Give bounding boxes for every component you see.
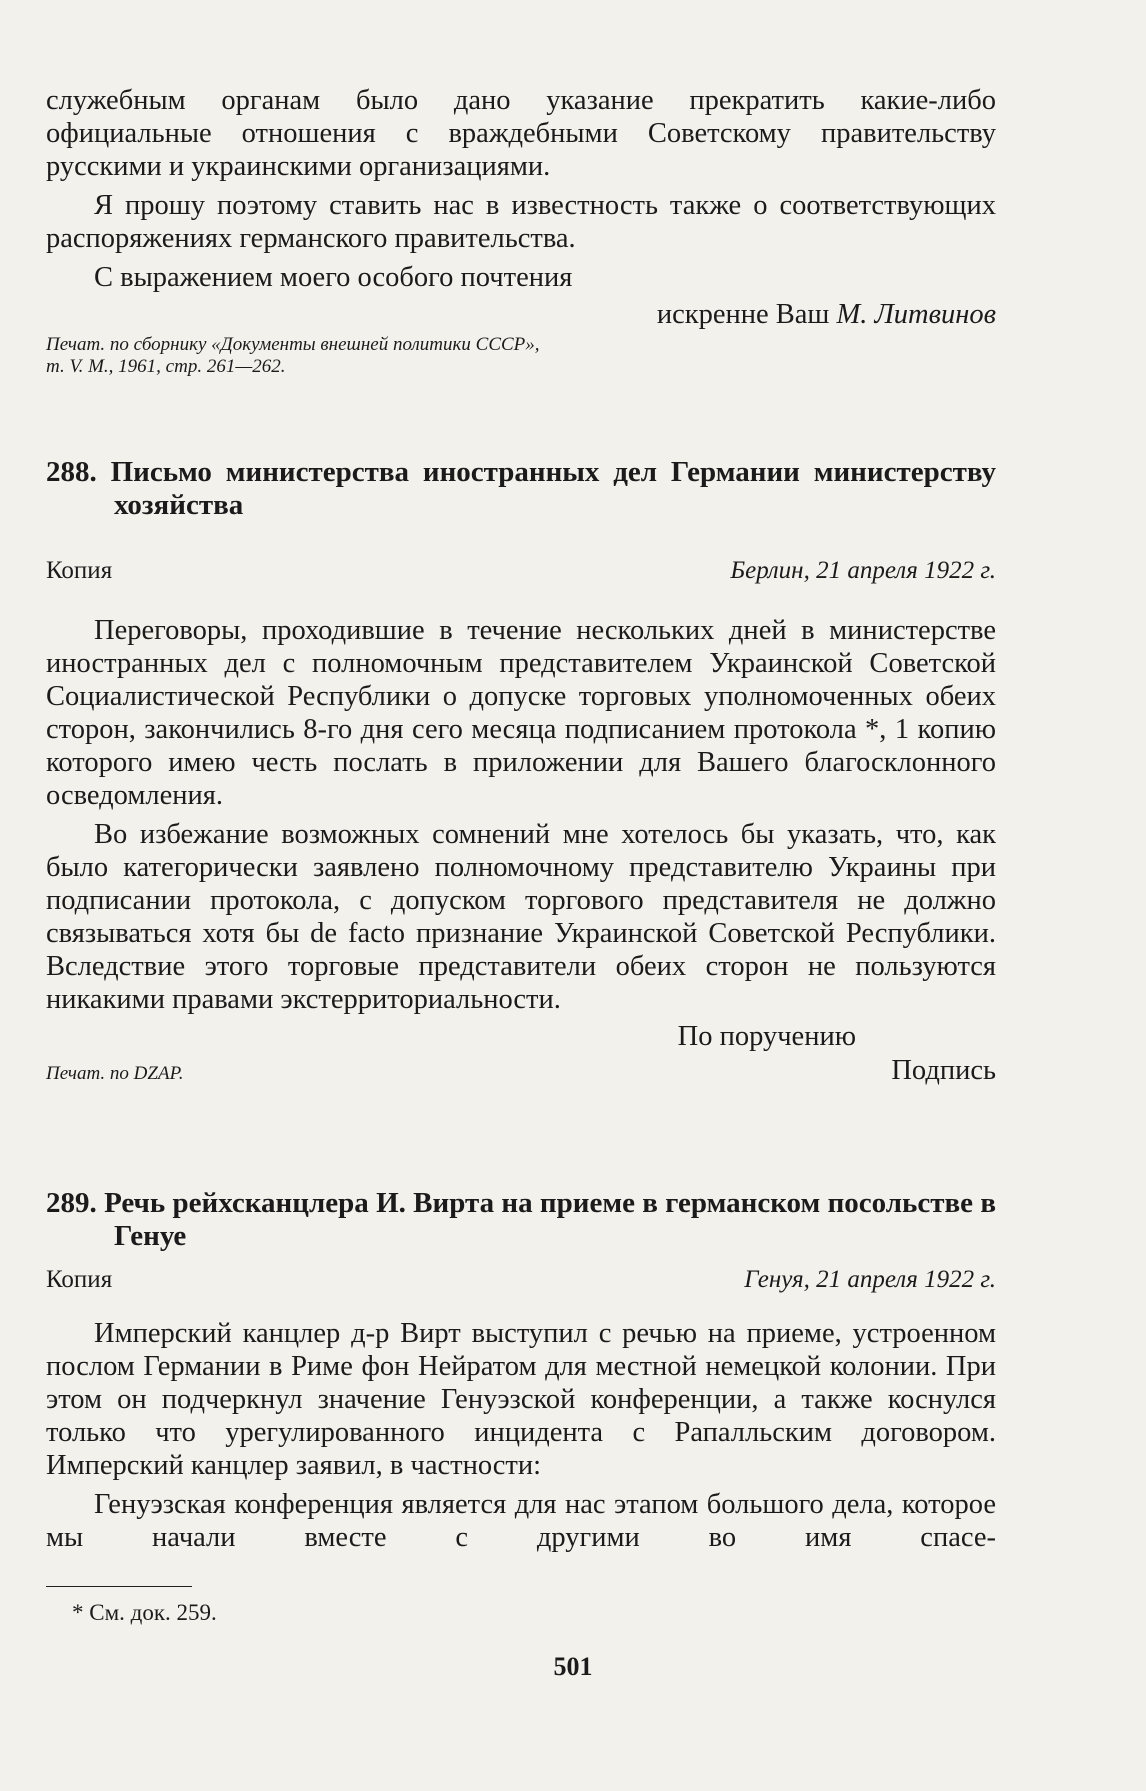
doc-289-title: 289. Речь рейхсканцлера И. Вирта на приеме в германском посольстве в Генуе	[46, 1187, 996, 1252]
doc-288-paragraph-1: Переговоры, проходившие в течение нескольких дней в министерстве иностранных дел с полномочным представителем Украинской Советской Социалистической Республики о допуске торговых уполномоченных обеих сторон, закончились 8-го дня сего месяца подписанием протокола *, 1 копию которого имею честь послать в приложении для Вашего благосклонного осведомления.	[46, 615, 996, 811]
doc-289-kind: Копия	[46, 1266, 113, 1293]
doc-288-source-note: Печат. по DZAP.	[46, 1063, 184, 1084]
continuation-paragraph-2: Я прошу поэтому ставить нас в известность также о соответствующих распоряжениях германского правительства.	[46, 190, 996, 254]
doc-289-place-date: Генуя, 21 апреля 1922 г.	[744, 1266, 996, 1293]
continuation-paragraph-1: служебным органам было дано указание прекратить какие-либо официальные отношения с враждебными Советскому правительству русскими и украинскими организациями.	[46, 85, 996, 182]
footnote-rule	[46, 1586, 192, 1587]
doc-288-paragraph-2: Во избежание возможных сомнений мне хотелось бы указать, что, как было категорически заявлено полномочному представителю Украины при подписании протокола, с допуском торгового представителя не должно связываться хотя бы de facto признание Украинской Советской Республики. Вследствие этого торговые представители обеих сторон не пользуются никакими правами экстерриториальности.	[46, 819, 996, 1015]
doc-289-paragraph-2: Генуэзская конференция является для нас этапом большого дела, которое мы начали вместе с другими во имя спасе-	[46, 1489, 996, 1553]
doc-289	[46, 1187, 996, 1554]
doc-288-title: 288. Письмо министерства иностранных дел Германии министерству хозяйства	[46, 456, 996, 521]
continuation-source-block	[46, 334, 546, 378]
continuation-source-note: Печат. по сборнику «Документы внешней политики СССР», т. V. М., 1961, стр. 261—262.	[46, 334, 540, 377]
footnote: * См. док. 259.	[72, 1600, 217, 1625]
doc-288-kind: Копия	[46, 557, 113, 584]
signature-name: М. Литвинов	[836, 299, 996, 330]
signature-prefix: искренне Ваш	[656, 299, 830, 330]
doc-289-paragraph-1: Имперский канцлер д-р Вирт выступил с речью на приеме, устроенном послом Германии в Риме фон Нейратом для местной немецкой колонии. При этом он подчеркнул значение Генуэзской конференции, а также коснулся только что урегулированного инцидента с Рапалльским договором. Имперский канцлер заявил, в частности:	[46, 1318, 996, 1481]
doc-288	[46, 456, 996, 1087]
page-number: 501	[553, 1652, 593, 1681]
continuation-closing: С выражением моего особого почтения	[94, 262, 573, 293]
continuation-text	[46, 84, 996, 331]
doc-288-footer	[46, 1055, 996, 1087]
doc-288-closing: По поручению	[677, 1021, 856, 1052]
continuation-signature	[46, 298, 996, 331]
doc-288-meta	[46, 556, 996, 586]
doc-289-meta	[46, 1265, 996, 1295]
doc-288-place-date: Берлин, 21 апреля 1922 г.	[730, 557, 996, 584]
doc-288-signature: Подпись	[891, 1055, 996, 1086]
